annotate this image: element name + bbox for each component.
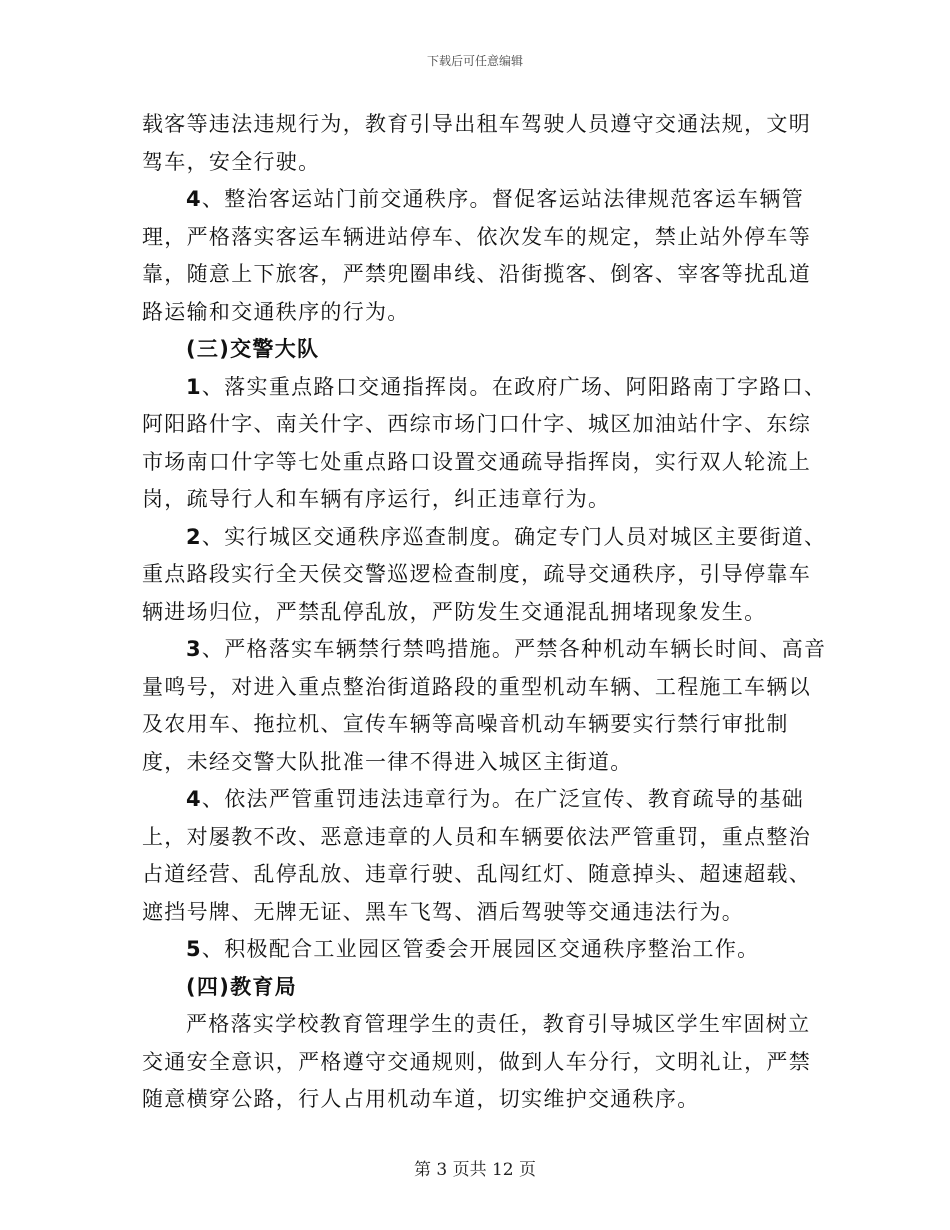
paragraph-item (142, 931, 827, 969)
item-number: 2 (186, 524, 202, 549)
page-header: 下载后可任意编辑 (426, 54, 523, 68)
item-number: 1 (186, 374, 202, 399)
document-body (142, 106, 827, 1119)
paragraph-plain: 严格落实学校教育管理学生的责任，教育引导城区学生牢固树立交通安全意识，严格遵守交通规则，做到人车分行，文明礼让，严禁随意横穿公路，行人占用机动车道，切实维护交通秩序。 (142, 1012, 811, 1111)
item-number: 3 (186, 637, 202, 661)
section-heading: (四)教育局 (186, 974, 297, 999)
item-text: 、严格落实车辆禁行禁鸣措施。严禁各种机动车辆长时间、高音量鸣号，对进入重点整治街道路段的重型机动车辆、工程施工车辆以及农用车、拖拉机、宣传车辆等高噪音机动车辆要实行禁行审批制度，未经交警大队批准一律不得进入城区主街道。 (142, 637, 827, 774)
item-text: 、整治客运站门前交通秩序。督促客运站法律规范客运车辆管理，严格落实客运车辆进站停车、依次发车的规定，禁止站外停车等靠，随意上下旅客，严禁兜圈串线、沿街揽客、倒客、宰客等扰乱道路运输和交通秩序的行为。 (142, 187, 811, 324)
item-number: 4 (186, 187, 202, 211)
paragraph-item (142, 631, 827, 781)
item-text: 、依法严管重罚违法违章行为。在广泛宣传、教育疏导的基础上，对屡教不改、恶意违章的人员和车辆要依法严管重罚，重点整治占道经营、乱停乱放、违章行驶、乱闯红灯、随意掉头、超速超载、遮挡号牌、无牌无证、黑车飞驾、酒后驾驶等交通违法行为。 (142, 787, 811, 924)
item-number: 4 (186, 787, 202, 811)
item-number: 5 (186, 937, 202, 961)
paragraph-item (142, 369, 827, 519)
paragraph-item (142, 519, 827, 632)
item-text: 、落实重点路口交通指挥岗。在政府广场、阿阳路南丁字路口、阿阳路什字、南关什字、西综市场门口什字、城区加油站什字、东综市场南口什字等七处重点路口设置交通疏导指挥岗，实行双人轮流上岗，疏导行人和车辆有序运行，纠正违章行为。 (142, 374, 827, 511)
item-text: 、实行城区交通秩序巡查制度。确定专门人员对城区主要街道、重点路段实行全天侯交警巡逻检查制度，疏导交通秩序，引导停靠车辆进场归位，严禁乱停乱放，严防发生交通混乱拥堵现象发生。 (142, 524, 827, 624)
page-footer: 第 3 页共 12 页 (413, 1160, 537, 1180)
section-heading: (三)交警大队 (186, 337, 320, 361)
paragraph-continuation: 载客等违法违规行为，教育引导出租车驾驶人员遵守交通法规，文明驾车，安全行驶。 (142, 112, 811, 174)
paragraph-item (142, 781, 827, 931)
item-text: 、积极配合工业园区管委会开展园区交通秩序整治工作。 (201, 937, 760, 961)
paragraph-item (142, 181, 827, 331)
